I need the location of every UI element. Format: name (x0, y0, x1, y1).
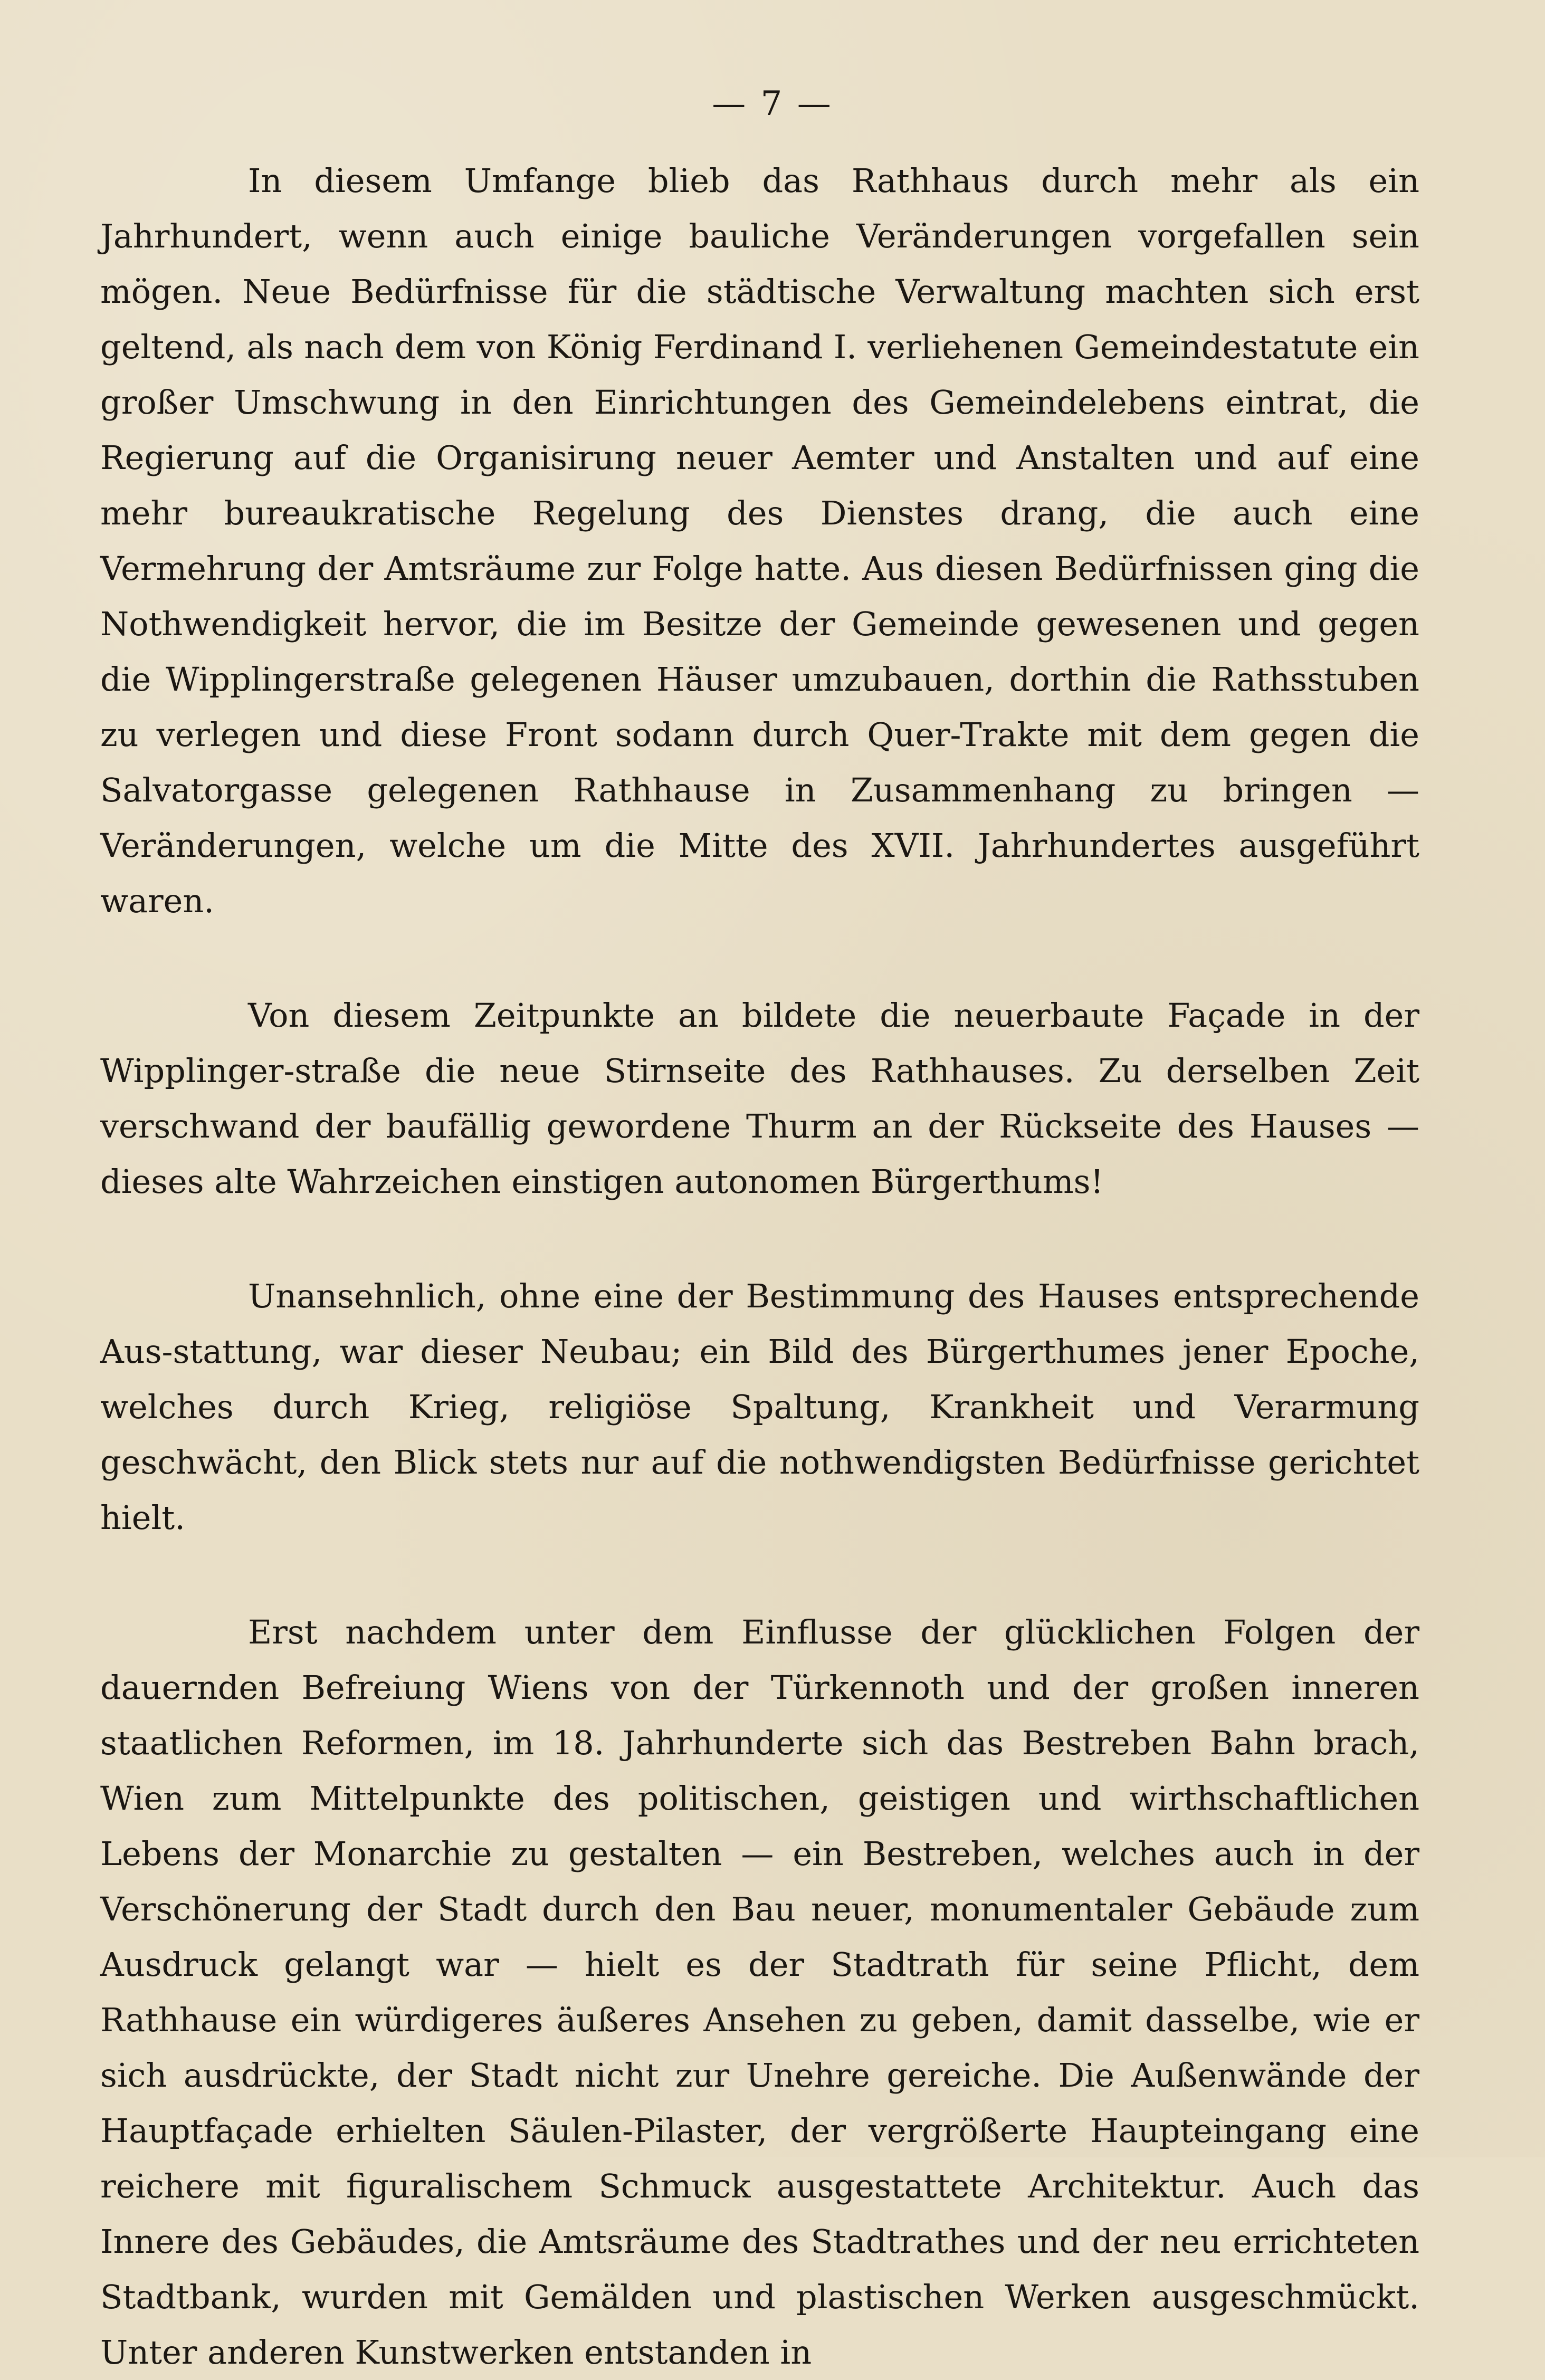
page-number: — 7 — (712, 84, 833, 123)
paragraph-4: Erst nachdem unter dem Einflusse der glücklichen Folgen der dauernden Befreiung Wiens von der Türkennoth und der großen inneren staatlichen Reformen, im 18. Jahrhunderte sich das Bestreben Bahn brach, Wien zum Mittelpunkte des politischen, geistigen und wirthschaftlichen Lebens der Monarchie zu gestalten — ein Bestreben, welches auch in der Verschönerung der Stadt durch den Bau neuer, monumentaler Gebäude zum Ausdruck gelangt war — hielt es der Stadtrath für seine Pflicht, dem Rathhause ein würdigeres äußeres Ansehen zu geben, damit dasselbe, wie er sich ausdrückte, der Stadt nicht zur Unehre gereiche. Die Außenwände der Hauptfaçade erhielten Säulen-Pilaster, der vergrößerte Haupteingang eine reichere mit figuralischem Schmuck ausgestattete Architektur. Auch das Innere des Gebäudes, die Amtsräume des Stadtrathes und der neu errichteten Stadtbank, wurden mit Gemälden und plastischen Werken ausgeschmückt. Unter anderen Kunstwerken entstanden in (100, 1613, 1419, 2372)
body-text (100, 153, 1419, 2380)
paragraph-1: In diesem Umfange blieb das Rathhaus durch mehr als ein Jahrhundert, wenn auch einige bauliche Veränderungen vorgefallen sein mögen. Neue Bedürfnisse für die städtische Verwaltung machten sich erst geltend, als nach dem von König Ferdinand I. verliehenen Gemeindestatute ein großer Umschwung in den Einrichtungen des Gemeindelebens eintrat, die Regierung auf die Organisirung neuer Aemter und Anstalten und auf eine mehr bureaukratische Regelung des Dienstes drang, die auch eine Vermehrung der Amtsräume zur Folge hatte. Aus diesen Bedürfnissen ging die Nothwendigkeit hervor, die im Besitze der Gemeinde gewesenen und gegen die Wipplingerstraße gelegenen Häuser umzubauen, dorthin die Rathsstuben zu verlegen und diese Front sodann durch Quer-Trakte mit dem gegen die Salvatorgasse gelegenen Rathhause in Zusammenhang zu bringen — Veränderungen, welche um die Mitte des XVII. Jahrhundertes ausgeführt waren. (100, 161, 1419, 920)
paragraph-2: Von diesem Zeitpunkte an bildete die neuerbaute Façade in der Wipplinger-straße die neue Stirnseite des Rathhauses. Zu derselben Zeit verschwand der baufällig gewordene Thurm an der Rückseite des Hauses — dieses alte Wahrzeichen einstigen autonomen Bürgerthums! (100, 996, 1419, 1201)
paragraph-3: Unansehnlich, ohne eine der Bestimmung des Hauses entsprechende Aus-stattung, war dieser Neubau; ein Bild des Bürgerthumes jener Epoche, welches durch Krieg, religiöse Spaltung, Krankheit und Verarmung geschwächt, den Blick stets nur auf die nothwendigsten Bedürfnisse gerichtet hielt. (100, 1277, 1419, 1537)
